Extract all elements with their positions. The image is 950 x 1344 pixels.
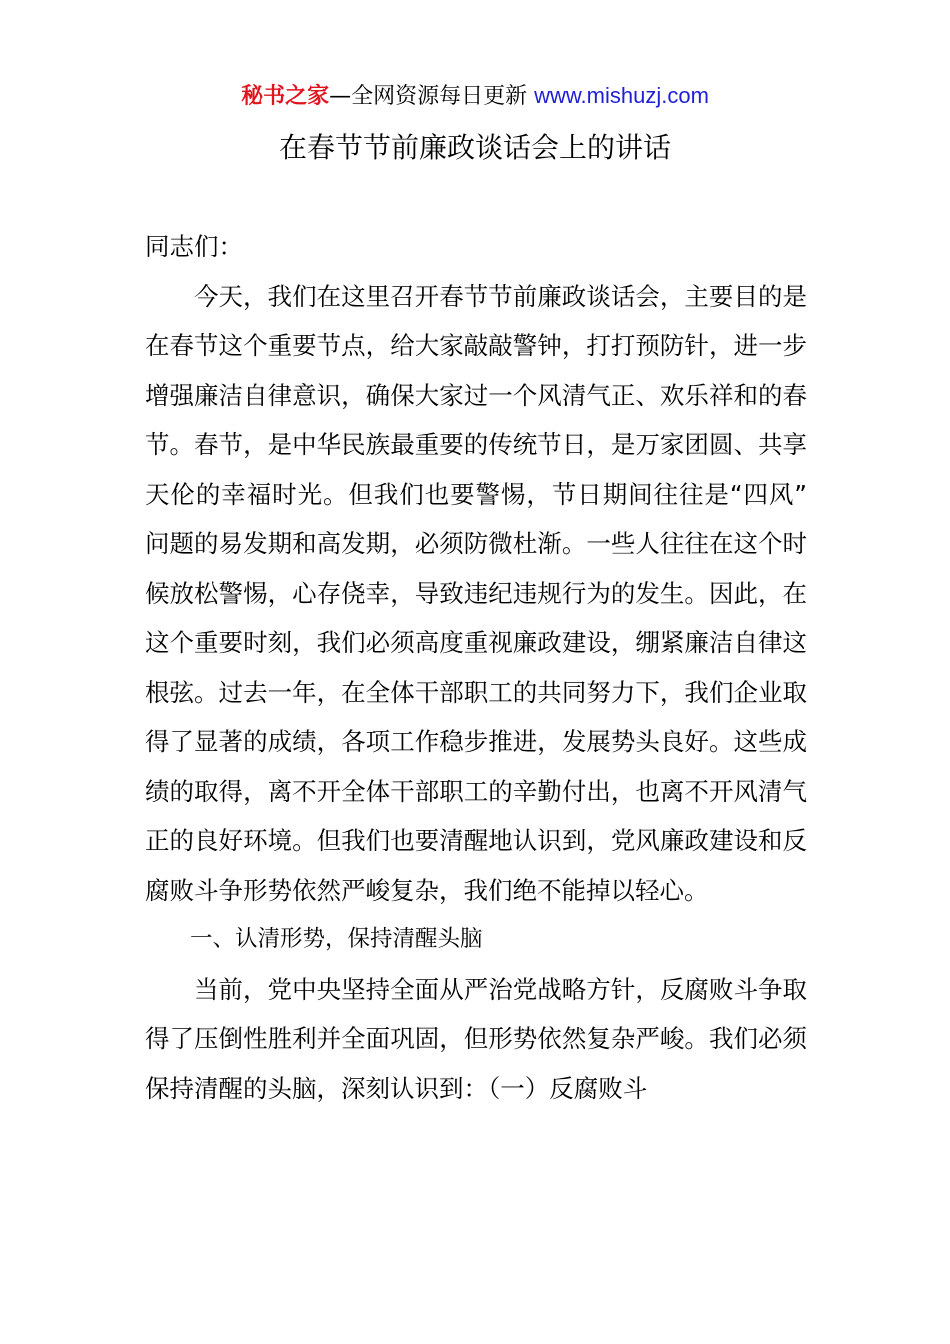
document-title: 在春节节前廉政谈话会上的讲话: [278, 131, 671, 164]
paragraph-section-1: 当前，党中央坚持全面从严治党战略方针，反腐败斗争取得了压倒性胜利并全面巩固，但形势依然复杂严峻。我们必须保持清醒的头脑，深刻认识到：（一）反腐败斗: [145, 974, 807, 1103]
section-heading-1: 一、认清形势，保持清醒头脑: [190, 926, 483, 952]
paragraph-intro: 今天，我们在这里召开春节节前廉政谈话会，主要目的是在春节这个重要节点，给大家敲敲警钟，打打预防针，进一步增强廉洁自律意识，确保大家过一个风清气正、欢乐祥和的春节。春节，是中华民族最重要的传统节日，是万家团圆、共享天伦的幸福时光。但我们也要警惕，节日期间往往是“四风”问题的易发期和高发期，必须防微杜渐。一些人往往在这个时候放松警惕，心存侥幸，导致违纪违规行为的发生。因此，在这个重要时刻，我们必须高度重视廉政建设，绷紧廉洁自律这根弦。过去一年，在全体干部职工的共同努力下，我们企业取得了显著的成绩，各项工作稳步推进，发展势头良好。这些成绩的取得，离不开全体干部职工的辛勤付出，也离不开风清气正的良好环境。但我们也要清醒地认识到，党风廉政建设和反腐败斗争形势依然严峻复杂，我们绝不能掉以轻心。: [145, 281, 807, 905]
site-header: [0, 80, 950, 113]
site-brand: 秘书之家: [241, 84, 330, 109]
site-url-link[interactable]: www.mishuzj.com: [534, 83, 709, 108]
greeting: 同志们：: [145, 232, 243, 261]
document-body: [145, 222, 807, 1113]
site-tagline: —全网资源每日更新: [329, 84, 535, 109]
